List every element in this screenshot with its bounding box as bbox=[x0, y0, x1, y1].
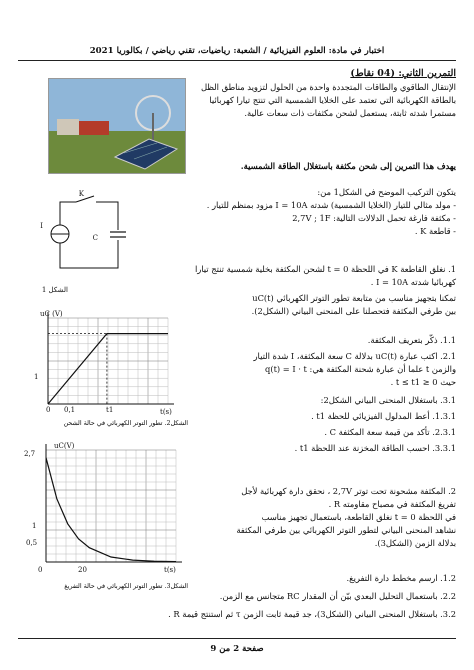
setup-line: يتكون التركيب الموضح في الشكل1 من: bbox=[317, 187, 456, 197]
question-2-items bbox=[166, 572, 456, 621]
fig3-ytick-1: 1 bbox=[32, 522, 37, 530]
figure1-caption: الشكل 1 bbox=[41, 286, 68, 294]
q1-line: تمكنا بتجهيز مناسب من متابعة تطور التوتر الكهربائي uC(t) bbox=[252, 293, 456, 303]
q1-item: 1.1. ذكّر بتعريف المكثفة. bbox=[367, 335, 456, 345]
q1-item: 2.1. اكتب عبارة uC(t) بدلالة C سعة المكثفة، I شدة التيار bbox=[253, 351, 456, 361]
question-2-text bbox=[186, 485, 456, 550]
figure-2 bbox=[18, 306, 188, 434]
q2-line: تفريغ المكثفة في مصباح مقاومته R . bbox=[328, 499, 456, 509]
switch-k-label: K bbox=[78, 190, 84, 198]
circuit-figure bbox=[40, 190, 132, 298]
fig2-ylabel: uC (V) bbox=[40, 310, 63, 318]
fig3-xtick-20: 20 bbox=[78, 566, 87, 574]
q2-item: 1.2. ارسم مخطط دارة التفريغ. bbox=[346, 573, 456, 583]
fig3-ytick-05: 0,5 bbox=[26, 539, 38, 547]
intro-line: بالطاقة الكهربائية التي تعتمد على الخلايا الشمسية التي تنتج تيارا كهربائيا bbox=[209, 95, 456, 105]
charging-chart bbox=[18, 306, 188, 430]
intro-paragraph bbox=[194, 81, 456, 120]
exercise-title: التمرين الثاني: (04 نقاط) bbox=[350, 68, 456, 79]
q1-item: والزمن t علما أن عبارة شحنة المكثفة هي: q(t) = I · t bbox=[265, 364, 456, 374]
q1-item: 1.3.1. أعط المدلول الفيزيائي للحظة t1 . bbox=[311, 411, 456, 421]
fig3-xlabel: t(s) bbox=[164, 566, 176, 574]
footer-divider bbox=[18, 638, 456, 639]
q1-line: بين طرفي المكثفة فتحصلنا على المنحنى البياني (الشكل2). bbox=[251, 306, 456, 316]
q2-line: بدلالة الزمن (الشكل3). bbox=[374, 538, 456, 548]
q1-item: حيث 0 ≤ t ≤ t1 . bbox=[390, 377, 456, 387]
capacitor-c-label: C bbox=[92, 234, 98, 242]
fig3-ylabel: uC(V) bbox=[54, 442, 75, 450]
q1-line: كهربائيا شدته I = 10A . bbox=[370, 277, 456, 287]
fig3-xtick-0: 0 bbox=[38, 566, 43, 574]
intro-line: مستمرا شدته ثابتة، يستعمل لشحن مكثفات ذات سعات عالية. bbox=[244, 108, 456, 118]
discharge-chart bbox=[18, 436, 190, 610]
q1-item: 3.1. باستغلال المنحنى البياني الشكل2: bbox=[320, 395, 456, 405]
figure3-caption: الشكل3. تطور التوتر الكهربائي في حالة التفريغ bbox=[64, 583, 188, 590]
setup-line: - قاطعة K . bbox=[414, 226, 456, 236]
exercise-goal: يهدف هذا التمرين إلى شحن مكثفة باستغلال الطاقة الشمسية. bbox=[240, 161, 456, 171]
current-i-label: I bbox=[40, 222, 43, 230]
fig2-xtick-0: 0 bbox=[46, 406, 51, 414]
setup-list bbox=[166, 186, 456, 238]
figure2-caption: الشكل2. تطور التوتر الكهربائي في حالة الشحن bbox=[63, 420, 188, 427]
q2-item: 3.2. باستغلال المنحنى البياني (الشكل3)، جد قيمة ثابت الزمن τ ثم استنتج قيمة R . bbox=[168, 609, 456, 619]
solar-panel-photo bbox=[48, 78, 186, 174]
exam-header: اختبار في مادة: العلوم الفيزيائية / الشعبة: رياضيات، تقني رياضي / بكالوريا 2021 bbox=[89, 46, 385, 56]
question-1-text bbox=[166, 263, 456, 318]
setup-line: - مكثفة فارغة تحمل الدلالات التالية: 2,7V ; 1F bbox=[292, 213, 456, 223]
q1-item: 3.3.1. احسب الطاقة المخزنة عند اللحظة t1 . bbox=[294, 443, 456, 453]
question-1-items bbox=[206, 334, 456, 455]
fig2-ytick: 1 bbox=[34, 373, 39, 381]
q2-line: 2. المكثفة مشحونة تحت توتر 2,7V ، نحقق دارة كهربائية لأجل bbox=[241, 486, 456, 496]
intro-line: الإنتقال الطاقوي والطاقات المتجددة واحدة من الحلول لتزويد مناطق الظل bbox=[201, 82, 456, 92]
q2-item: 2.2. باستعمال التحليل البعدي بيّن أن المقدار RC متجانس مع الزمن. bbox=[219, 591, 456, 601]
header-divider bbox=[18, 60, 456, 61]
figure-3 bbox=[18, 436, 190, 614]
setup-line: - مولد مثالي للتيار (الخلايا الشمسية) شدته I = 10A مزود بمنظم للتيار . bbox=[206, 200, 456, 210]
fig2-xtick-t1: t1 bbox=[106, 406, 114, 414]
fig3-ytick-27: 2,7 bbox=[24, 450, 36, 458]
q2-line: نشاهد المنحنى البياني لتطور التوتر الكهربائي بين طرفي المكثفة bbox=[236, 525, 456, 535]
fig2-xtick-1: 0,1 bbox=[64, 406, 76, 414]
page-number: صفحة 2 من 9 bbox=[210, 644, 264, 654]
fig2-xlabel: t(s) bbox=[160, 408, 172, 416]
q2-line: في اللحظة t = 0 نغلق القاطعة، باستعمال تجهيز مناسب bbox=[261, 512, 456, 522]
q1-line: 1. نغلق القاطعة K في اللحظة t = 0 لشحن المكثفة بخلية شمسية تنتج تيارا bbox=[194, 264, 456, 274]
q1-item: 2.3.1. تأكد من قيمة سعة المكثفة C . bbox=[324, 427, 456, 437]
